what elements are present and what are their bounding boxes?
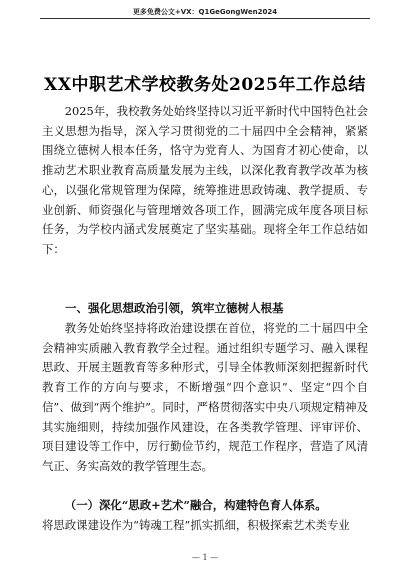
subsection-heading-1: （一）深化“思政+艺术”融合，构建特色育人体系。	[64, 498, 327, 512]
page-number: — 1 —	[191, 553, 219, 562]
subsection-heading-line	[42, 496, 368, 516]
subsection-1-paragraph: 将思政课建设作为“铸魂工程”抓实抓细，积极探索艺术类专业	[42, 518, 350, 532]
section-1-paragraph: 教务处始终坚持将政治建设摆在首位，将党的二十届四中全会精神实质融入教育教学全过程。通过组织专题学习、融入课程思政、开展主题教育等多种形式，引导全体教师深刻把握新时代教育工作的方向与要求，不断增强“四个意识”、坚定“四个自信”、做到“两个维护”。同时，严格贯彻落实中央八项规定精神及其实施细则，持续加强作风建设，在各类教学管理、评审评价、项目建设等工作中，厉行勤俭节约，规范工作程序，营造了风清气正、务实高效的教学管理生态。	[42, 321, 368, 473]
document-title: XX中职艺术学校教务处2025年工作总结	[44, 75, 366, 95]
page-header: 更多免费公文+VX：Q1GeGongWen2024	[132, 8, 278, 16]
section-heading-1: 一、强化思想政治引领，筑牢立德树人根基	[65, 301, 284, 315]
header-divider	[40, 18, 370, 19]
intro-paragraph: 2025年，我校教务处始终坚持以习近平新时代中国特色社会主义思想为指导，深入学习贯彻党的二十届四中全会精神，紧紧围绕立德树人根本任务，恪守为党育人、为国育才初心使命，以推动艺术职业教育高质量发展为主线，以深化教育教学改革为核心，以强化常规管理为保障，统筹推进思政铸魂、教学提质、专业创新、师资强化与管理增效各项工作，圆满完成年度各项目标任务，为学校内涵式发展奠定了坚实基础。现将全年工作总结如下：	[42, 104, 368, 256]
